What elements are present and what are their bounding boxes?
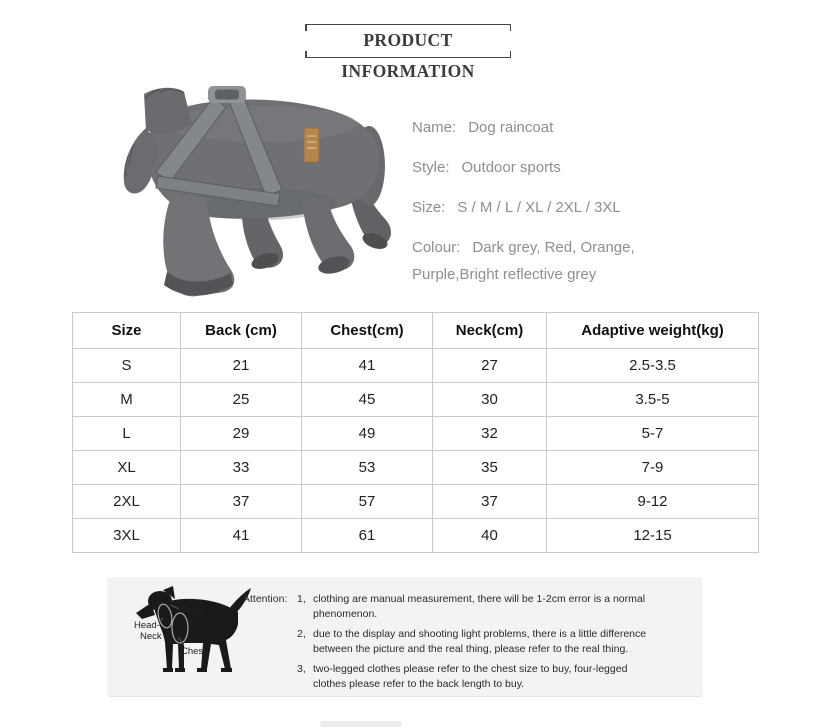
diagram-label-back: Back: [181, 605, 203, 616]
attention-item-number: 1,: [297, 593, 306, 605]
attention-item-text: two-legged clothes please refer to the chest size to buy, four-legged clothes please refer to the back length to buy.: [313, 663, 628, 690]
product-detail-value: S / M / L / XL / 2XL / 3XL: [457, 199, 621, 216]
product-detail-label: Size:: [412, 199, 446, 216]
size-table-row: [73, 451, 759, 485]
chest-cell: 53: [302, 451, 433, 485]
page-title-box: [305, 24, 511, 81]
back-cell: 21: [181, 349, 302, 383]
neck-cell: 37: [433, 485, 547, 519]
attention-item-text: due to the display and shooting light problems, there is a little difference between the picture and the real thing, please refer to the real thing.: [313, 628, 647, 655]
weight-cell: 2.5-3.5: [547, 349, 759, 383]
chest-cell: 49: [302, 417, 433, 451]
size-table-header-cell: Back (cm): [181, 313, 302, 349]
size-table-row: [73, 349, 759, 383]
size-table-row: [73, 383, 759, 417]
size-cell: M: [73, 383, 181, 417]
weight-cell: 5-7: [547, 417, 759, 451]
back-cell: 29: [181, 417, 302, 451]
product-detail-line: [412, 114, 678, 141]
attention-items: [297, 592, 649, 697]
size-cell: L: [73, 417, 181, 451]
chest-cell: 61: [302, 519, 433, 553]
size-table-row: [73, 417, 759, 451]
diagram-label-head: Head-: [134, 620, 160, 631]
size-table-header-cell: Neck(cm): [433, 313, 547, 349]
size-table-header-row: [73, 313, 759, 349]
product-detail-label: Name:: [412, 119, 457, 136]
neck-cell: 30: [433, 383, 547, 417]
page-footer-bar: [320, 721, 402, 727]
back-cell: 33: [181, 451, 302, 485]
product-detail-line: [412, 194, 678, 221]
chest-cell: 45: [302, 383, 433, 417]
back-cell: 41: [181, 519, 302, 553]
attention-item: [297, 627, 649, 656]
size-table-header-cell: Size: [73, 313, 181, 349]
size-table-row: [73, 485, 759, 519]
size-table-header-cell: Adaptive weight(kg): [547, 313, 759, 349]
product-detail-value: Dog raincoat: [468, 119, 554, 136]
diagram-label-chest: Chest: [181, 646, 206, 657]
attention-item: [297, 662, 649, 691]
size-cell: 2XL: [73, 485, 181, 519]
weight-cell: 12-15: [547, 519, 759, 553]
size-cell: S: [73, 349, 181, 383]
weight-cell: 9-12: [547, 485, 759, 519]
chest-cell: 41: [302, 349, 433, 383]
back-cell: 25: [181, 383, 302, 417]
attention-item-number: 3,: [297, 663, 306, 675]
product-detail-line: [412, 234, 678, 288]
product-details: [412, 114, 678, 301]
back-cell: 37: [181, 485, 302, 519]
chest-cell: 57: [302, 485, 433, 519]
neck-cell: 27: [433, 349, 547, 383]
weight-cell: 3.5-5: [547, 383, 759, 417]
weight-cell: 7-9: [547, 451, 759, 485]
size-table-row: [73, 519, 759, 553]
attention-panel: [107, 577, 703, 697]
product-detail-value: Outdoor sports: [461, 159, 561, 176]
product-detail-label: Colour:: [412, 239, 461, 256]
size-table: [72, 312, 759, 553]
neck-cell: 35: [433, 451, 547, 485]
page-title: PRODUCT INFORMATION: [341, 30, 475, 81]
attention-item-text: clothing are manual measurement, there will be 1-2cm error is a normal phenomenon.: [313, 593, 646, 620]
neck-cell: 32: [433, 417, 547, 451]
size-cell: XL: [73, 451, 181, 485]
attention-item-number: 2,: [297, 628, 306, 640]
attention-label: Attention:: [243, 593, 288, 605]
diagram-label-neck: Neck: [140, 631, 162, 642]
neck-cell: 40: [433, 519, 547, 553]
product-photo: [112, 86, 404, 304]
product-detail-value: Dark grey, Red, Orange, Purple,Bright reflective grey: [412, 239, 635, 283]
product-detail-line: [412, 154, 678, 181]
size-cell: 3XL: [73, 519, 181, 553]
product-detail-label: Style:: [412, 159, 450, 176]
attention-item: [297, 592, 649, 621]
size-table-wrap: [72, 312, 759, 553]
size-table-header-cell: Chest(cm): [302, 313, 433, 349]
